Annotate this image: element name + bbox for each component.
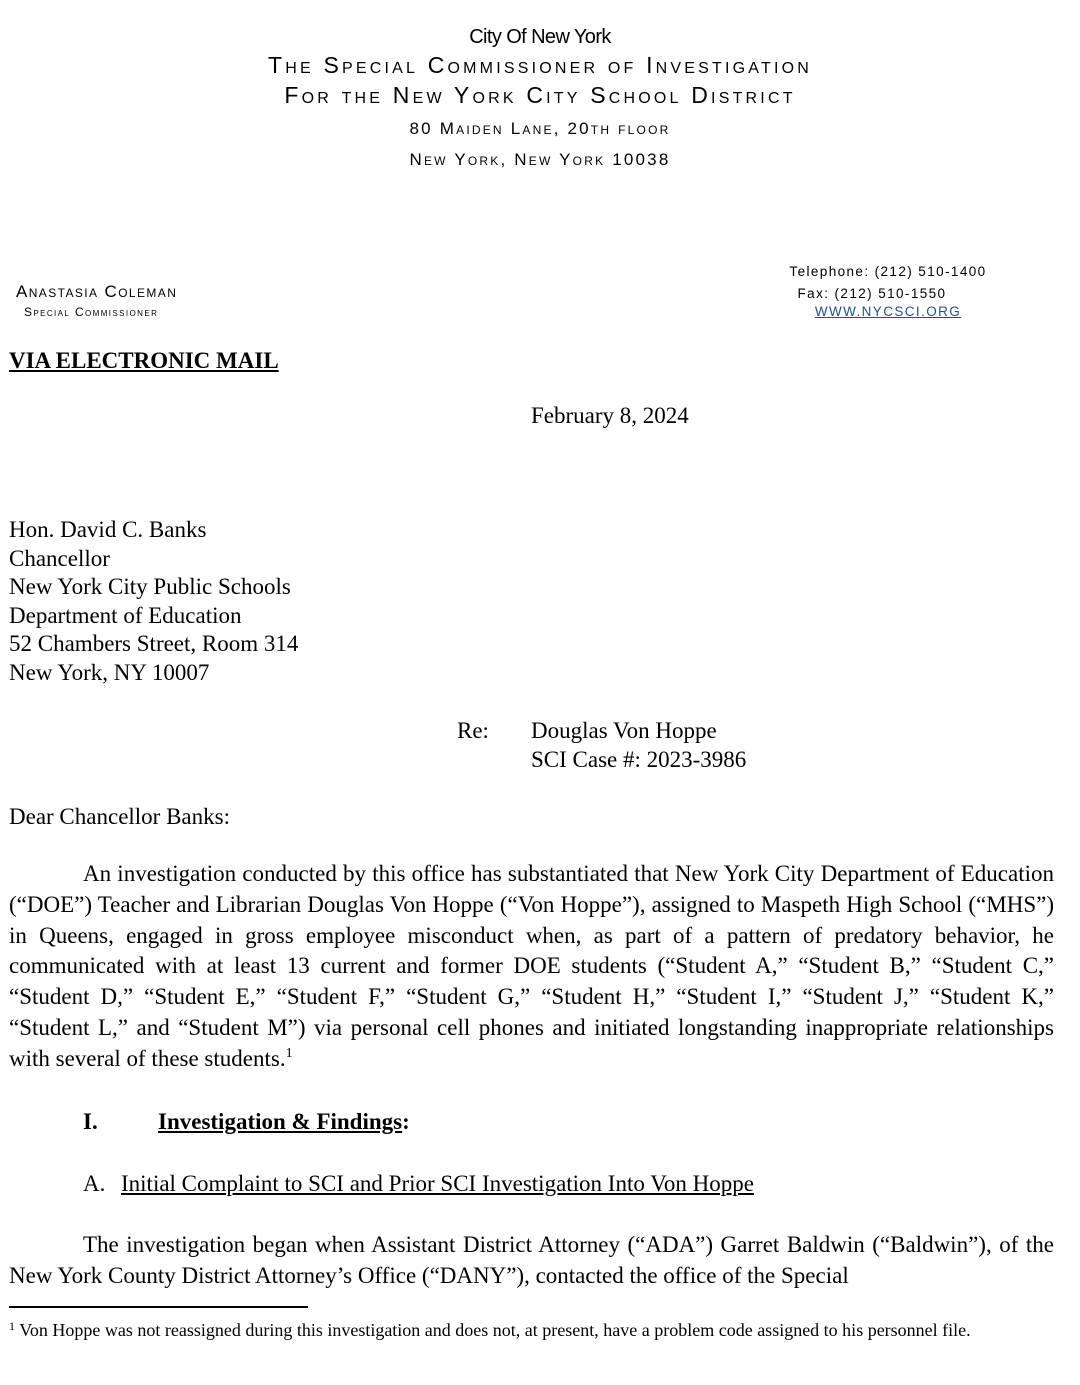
body-paragraph-intro-text: An investigation conducted by this office has substantiated that New York City Department of Education (“DOE”) Teacher and Librarian Douglas Von Hoppe (“Von Hoppe”), assigned to Maspeth High School (“MHS”) in Queens, engaged in gross employee misconduct when, as part of a pattern of predatory behavior, he communicated with at least 13 current and former DOE students (“Student A,” “Student B,” “Student C,” “Student D,” “Student E,” “Student F,” “Student G,” “Student H,” “Student I,” “Student J,” “Student K,” “Student L,” and “Student M”) via personal cell phones and initiated longstanding inappropriate relationships with several of these students. bbox=[9, 861, 1054, 1071]
letterhead-agency-name: The Special Commissioner of Investigation bbox=[267, 52, 812, 78]
commissioner-name: Anastasia Coleman bbox=[16, 282, 178, 301]
footnote bbox=[9, 1318, 1054, 1342]
section-colon: : bbox=[402, 1109, 410, 1134]
letter-date: February 8, 2024 bbox=[531, 403, 689, 428]
letterhead-city-address: New York, New York 10038 bbox=[409, 150, 671, 169]
letterhead-street-address: 80 Maiden Lane, 20th floor bbox=[409, 119, 671, 138]
commissioner-title: Special Commissioner bbox=[24, 305, 159, 319]
subsection-title: Initial Complaint to SCI and Prior SCI Investigation Into Von Hoppe bbox=[121, 1171, 754, 1196]
recipient-department: Department of Education bbox=[9, 602, 242, 628]
section-heading bbox=[158, 1108, 410, 1136]
footnote-text: Von Hoppe was not reassigned during this investigation and does not, at present, have a problem code assigned to his personnel file. bbox=[19, 1320, 971, 1340]
re-subject: Douglas Von Hoppe bbox=[531, 718, 717, 743]
salutation: Dear Chancellor Banks: bbox=[9, 804, 230, 829]
letterhead-agency-district: For the New York City School District bbox=[284, 82, 796, 108]
letterhead-city: City Of New York bbox=[469, 26, 611, 48]
website-link[interactable]: WWW.NYCSCI.ORG bbox=[814, 304, 962, 319]
recipient-name: Hon. David C. Banks bbox=[9, 517, 207, 542]
subsection-label: A. bbox=[83, 1171, 106, 1196]
fax-number: Fax: (212) 510-1550 bbox=[797, 286, 947, 301]
body-paragraph-intro bbox=[9, 859, 1054, 1075]
recipient-title: Chancellor bbox=[9, 545, 110, 571]
recipient-street: 52 Chambers Street, Room 314 bbox=[9, 631, 299, 657]
re-case-number: SCI Case #: 2023-3986 bbox=[531, 747, 747, 772]
telephone-number: Telephone: (212) 510-1400 bbox=[789, 264, 987, 279]
recipient-organization: New York City Public Schools bbox=[9, 574, 291, 600]
section-title: Investigation & Findings bbox=[158, 1109, 403, 1134]
footnote-marker: 1 bbox=[9, 1319, 15, 1333]
footnote-divider bbox=[9, 1306, 308, 1308]
footnote-reference[interactable]: 1 bbox=[285, 1045, 293, 1061]
re-label: Re: bbox=[457, 718, 489, 743]
body-paragraph-investigation: The investigation began when Assistant District Attorney (“ADA”) Garret Baldwin (“Baldwin”), of the New York County District Attorney’s Office (“DANY”), contacted the office of the Special bbox=[9, 1232, 1054, 1288]
recipient-address-block bbox=[9, 516, 509, 688]
delivery-method: VIA ELECTRONIC MAIL bbox=[9, 348, 279, 373]
recipient-city: New York, NY 10007 bbox=[9, 659, 210, 685]
section-number: I. bbox=[83, 1109, 98, 1134]
